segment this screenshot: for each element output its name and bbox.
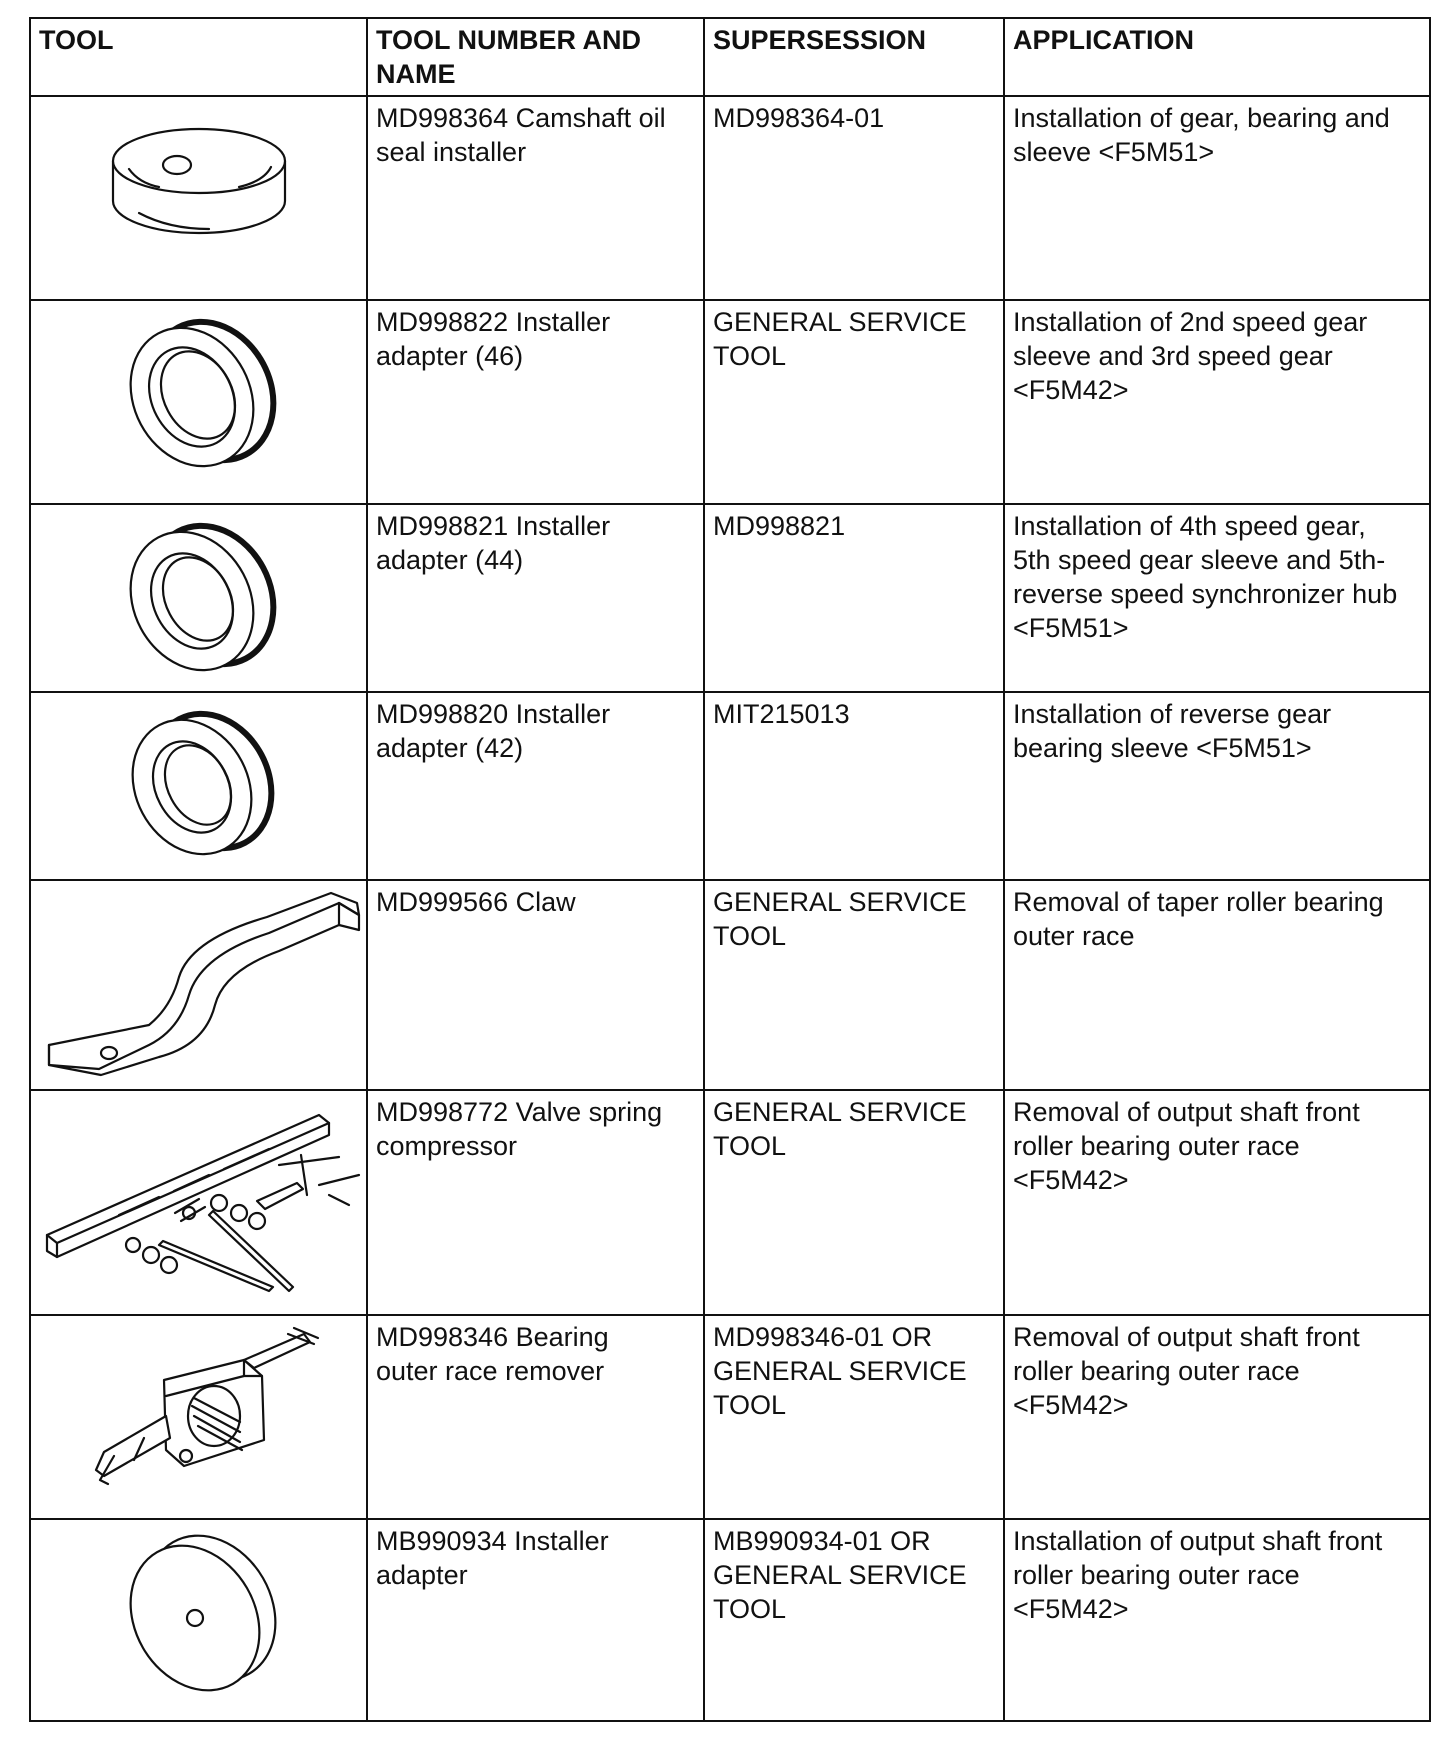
supersession-cell: MD998821 xyxy=(704,504,1004,692)
tool-image-cell xyxy=(30,1519,367,1721)
claw-icon xyxy=(39,885,369,1085)
header-application: APPLICATION xyxy=(1004,18,1430,96)
tool-image-cell xyxy=(30,96,367,300)
tool-image-cell xyxy=(30,692,367,880)
camshaft-oil-seal-installer-icon xyxy=(99,101,299,251)
tool-number-name-cell: MD998364 Camshaft oil seal installer xyxy=(367,96,704,300)
installer-adapter-icon xyxy=(99,1524,299,1704)
application-cell: Installation of 4th speed gear, 5th speed gear sleeve and 5th- reverse speed synchronizer hub <F5M51> xyxy=(1004,504,1430,692)
installer-adapter-46-icon xyxy=(114,305,284,475)
tool-image-cell xyxy=(30,504,367,692)
tool-image-cell xyxy=(30,1315,367,1519)
tool-number-name-cell: MD998820 Installer adapter (42) xyxy=(367,692,704,880)
table-row xyxy=(30,504,1430,692)
table-row xyxy=(30,880,1430,1090)
application-cell: Installation of reverse gear bearing sleeve <F5M51> xyxy=(1004,692,1430,880)
application-cell: Installation of 2nd speed gear sleeve and 3rd speed gear <F5M42> xyxy=(1004,300,1430,504)
tool-number-name-cell: MD998821 Installer adapter (44) xyxy=(367,504,704,692)
supersession-cell: MIT215013 xyxy=(704,692,1004,880)
supersession-cell: GENERAL SERVICE TOOL xyxy=(704,1090,1004,1315)
tool-image-cell xyxy=(30,880,367,1090)
tool-image-cell xyxy=(30,1090,367,1315)
application-cell: Removal of output shaft front roller bearing outer race <F5M42> xyxy=(1004,1090,1430,1315)
table-header-row xyxy=(30,18,1430,96)
application-cell: Removal of taper roller bearing outer race xyxy=(1004,880,1430,1090)
valve-spring-compressor-icon xyxy=(39,1095,369,1305)
table-row xyxy=(30,692,1430,880)
table-row xyxy=(30,1315,1430,1519)
header-tool: TOOL xyxy=(30,18,367,96)
application-cell: Installation of output shaft front roller bearing outer race <F5M42> xyxy=(1004,1519,1430,1721)
table-row xyxy=(30,1519,1430,1721)
bearing-outer-race-remover-icon xyxy=(74,1320,324,1500)
application-cell: Removal of output shaft front roller bearing outer race <F5M42> xyxy=(1004,1315,1430,1519)
tool-number-name-cell: MD998822 Installer adapter (46) xyxy=(367,300,704,504)
supersession-cell: MB990934-01 OR GENERAL SERVICE TOOL xyxy=(704,1519,1004,1721)
supersession-cell: MD998364-01 xyxy=(704,96,1004,300)
header-supersession: SUPERSESSION xyxy=(704,18,1004,96)
header-tool-number-name: TOOL NUMBER AND NAME xyxy=(367,18,704,96)
application-cell: Installation of gear, bearing and sleeve <F5M51> xyxy=(1004,96,1430,300)
tool-image-cell xyxy=(30,300,367,504)
table-row xyxy=(30,1090,1430,1315)
special-tools-table xyxy=(29,17,1431,1722)
tool-number-name-cell: MD998772 Valve spring compressor xyxy=(367,1090,704,1315)
tool-number-name-cell: MB990934 Installer adapter xyxy=(367,1519,704,1721)
tool-number-name-cell: MD998346 Bearing outer race remover xyxy=(367,1315,704,1519)
table-row xyxy=(30,96,1430,300)
supersession-cell: MD998346-01 OR GENERAL SERVICE TOOL xyxy=(704,1315,1004,1519)
supersession-cell: GENERAL SERVICE TOOL xyxy=(704,880,1004,1090)
installer-adapter-44-icon xyxy=(114,509,284,679)
installer-adapter-42-icon xyxy=(114,697,284,862)
table-row xyxy=(30,300,1430,504)
supersession-cell: GENERAL SERVICE TOOL xyxy=(704,300,1004,504)
tool-number-name-cell: MD999566 Claw xyxy=(367,880,704,1090)
